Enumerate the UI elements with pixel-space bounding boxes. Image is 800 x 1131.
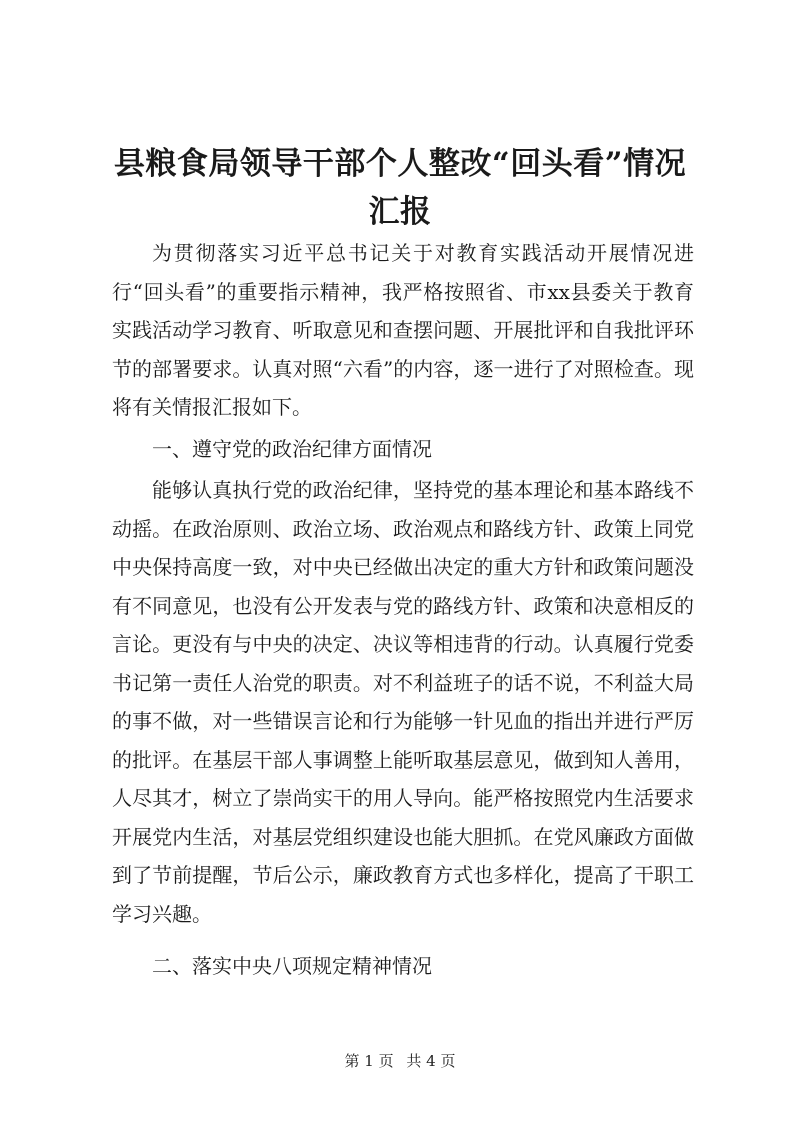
body-paragraph: 能够认真执行党的政治纪律，坚持党的基本理论和基本路线不动摇。在政治原则、政治立场、政治观点和路线方针、政策上同党中央保持高度一致，对中央已经做出决定的重大方针和政策问题没有不同意见，也没有公开发表与党的路线方针、政策和决意相反的言论。更没有与中央的决定、决议等相违背的行动。认真履行党委书记第一责任人治党的职责。对不利益班子的话不说，不利益大局的事不做，对一些错误言论和行为能够一针见血的指出并进行严厉的批评。在基层干部人事调整上能听取基层意见，做到知人善用，人尽其才，树立了崇尚实干的用人导向。能严格按照党内生活要求开展党内生活，对基层党组织建设也能大胆抓。在党风廉政方面做到了节前提醒，节后公示，廉政教育方式也多样化，提高了干职工学习兴趣。 bbox=[112, 478, 694, 926]
page-footer bbox=[0, 1050, 800, 1071]
page-number: 第 1 页 bbox=[344, 1052, 394, 1070]
page-total: 共 4 页 bbox=[406, 1052, 456, 1070]
intro-paragraph: 为贯彻落实习近平总书记关于对教育实践活动开展情况进行“回头看”的重要指示精神，我严格按照省、市xx县委关于教育实践活动学习教育、听取意见和查摆问题、开展批评和自我批评环节的部署要求。认真对照“六看”的内容，逐一进行了对照检查。现将有关情报汇报如下。 bbox=[112, 241, 694, 419]
section-heading: 一、遵守党的政治纪律方面情况 bbox=[152, 436, 432, 461]
section-heading: 二、落实中央八项规定精神情况 bbox=[152, 954, 432, 978]
document-title: 县粮食局领导干部个人整改“回头看”情况汇报 bbox=[113, 146, 687, 230]
document-body bbox=[112, 234, 694, 989]
